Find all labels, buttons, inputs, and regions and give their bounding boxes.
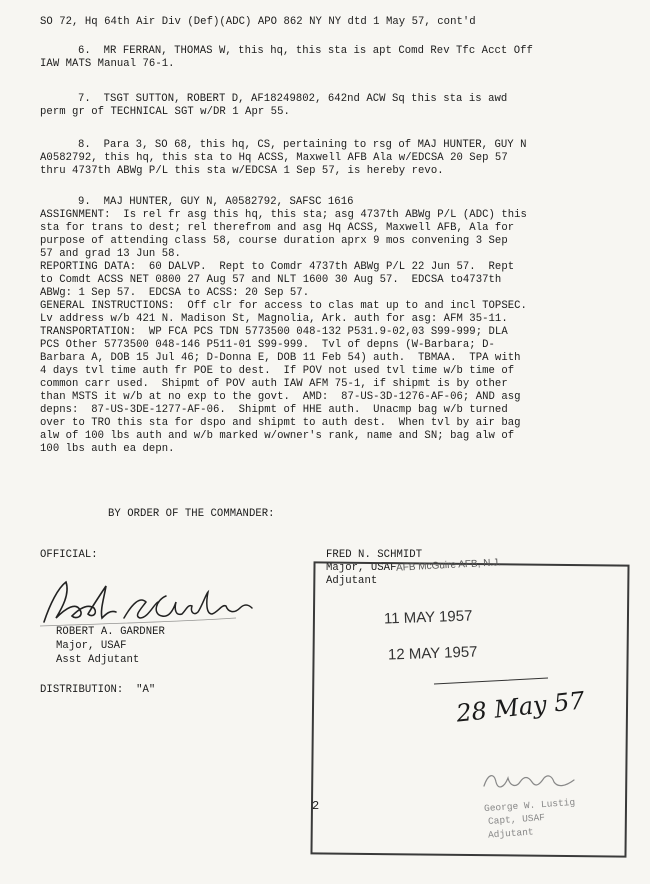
paragraph-9-line-2: ASSIGNMENT: Is rel fr asg this hq, this sta; asg 4737th ABWg P/L (ADC) this [40, 209, 527, 221]
paragraph-9-line-9: GENERAL INSTRUCTIONS: Off clr for access to clas mat up to and incl TOPSEC. [40, 300, 527, 312]
page-number: 2 [312, 799, 320, 813]
left-signatory-rank: Major, USAF [56, 640, 127, 652]
paragraph-9-line-19: alw of 100 lbs auth and w/b marked w/owner's rank, name and SN; bag alw of [40, 430, 515, 442]
official-label: OFFICIAL: [40, 549, 98, 561]
paragraph-8-line-2: A0582792, this hq, this sta to Hq ACSS, Maxwell AFB Ala w/EDCSA 20 Sep 57 [40, 152, 508, 164]
paragraph-6-line-2: IAW MATS Manual 76-1. [40, 58, 175, 70]
paragraph-9-line-12: PCS Other 5773500 048-146 P511-01 S99-999. Tvl of depns (W-Barbara; D- [40, 339, 495, 351]
paragraph-9-line-8: ABWg: 1 Sep 57. EDCSA to ACSS: 20 Sep 57. [40, 287, 310, 299]
stamp-signatory-title: Adjutant [487, 826, 534, 841]
paragraph-9-line-14: 4 days tvl time auth fr POE to dest. If POV not used tvl time w/b time of [40, 365, 515, 377]
stamp-signatory-name: George W. Lustig [483, 796, 576, 815]
distribution-line: DISTRIBUTION: "A" [40, 684, 156, 696]
paragraph-9-line-10: Lv address w/b 421 N. Madison St, Magnolia, Ark. auth for asg: AFM 35-11. [40, 313, 508, 325]
paragraph-9-line-20: 100 lbs auth ea depn. [40, 443, 175, 455]
stamp-date-1: 11 MAY 1957 [383, 607, 473, 628]
left-signatory-title: Asst Adjutant [56, 654, 140, 666]
paragraph-9-line-1: 9. MAJ HUNTER, GUY N, A0582792, SAFSC 1616 [78, 196, 354, 208]
paragraph-6-line-1: 6. MR FERRAN, THOMAS W, this hq, this sta is apt Comd Rev Tfc Acct Off [78, 45, 533, 57]
paragraph-7-line-2: perm gr of TECHNICAL SGT w/DR 1 Apr 55. [40, 106, 290, 118]
handwritten-date: 28 May 57 [454, 686, 586, 728]
paragraph-8-line-1: 8. Para 3, SO 68, this hq, CS, pertaining to rsg of MAJ HUNTER, GUY N [78, 139, 527, 151]
date-underline [432, 676, 552, 688]
paragraph-9-line-11: TRANSPORTATION: WP FCA PCS TDN 5773500 048-132 P531.9-02,03 S99-999; DLA [40, 326, 508, 338]
paragraph-9-line-13: Barbara A, DOB 15 Jul 46; D-Donna E, DOB 11 Feb 54) auth. TBMAA. TPA with [40, 352, 521, 364]
gardner-signature [36, 574, 266, 632]
paragraph-9-line-6: REPORTING DATA: 60 DALVP. Rept to Comdr 4737th ABWg P/L 22 Jun 57. Rept [40, 261, 515, 273]
left-signatory-name: ROBERT A. GARDNER [56, 626, 165, 638]
paragraph-9-line-17: depns: 87-US-3DE-1277-AF-06. Shipmt of HHE auth. Unacmp bag w/b turned [40, 404, 508, 416]
order-header: SO 72, Hq 64th Air Div (Def)(ADC) APO 862 NY NY dtd 1 May 57, cont'd [40, 16, 476, 28]
paragraph-9-line-4: purpose of attending class 58, course duration aprx 9 mos convening 3 Sep [40, 235, 508, 247]
stamp-base: AFB McGuire AFB, N.J. [395, 557, 502, 574]
paragraph-8-line-3: thru 4737th ABWg P/L this sta w/EDCSA 1 Sep 57, is hereby revo. [40, 165, 444, 177]
right-signatory-name: FRED N. SCHMIDT [326, 549, 423, 561]
stamp-date-2: 12 MAY 1957 [387, 643, 478, 664]
lustig-signature [478, 764, 588, 796]
stamp-signatory-rank: Capt, USAF [487, 812, 546, 827]
by-order-line: BY ORDER OF THE COMMANDER: [108, 508, 275, 520]
paragraph-9-line-18: over to TRO this sta for dspo and shipmt to auth dest. When tvl by air bag [40, 417, 521, 429]
right-signatory-rank: Major, USAF [326, 562, 397, 574]
paragraph-9-line-15: common carr used. Shipmt of POV auth IAW AFM 75-1, if shipmt is by other [40, 378, 508, 390]
paragraph-9-line-16: than MSTS it w/b at no exp to the govt. AMD: 87-US-3D-1276-AF-06; AND asg [40, 391, 521, 403]
paragraph-7-line-1: 7. TSGT SUTTON, ROBERT D, AF18249802, 642nd ACW Sq this sta is awd [78, 93, 508, 105]
paragraph-9-line-5: 57 and grad 13 Jun 58. [40, 248, 181, 260]
paragraph-9-line-3: sta for trans to dest; rel therefrom and asg Hq ACSS, Maxwell AFB, Ala for [40, 222, 515, 234]
right-signatory-title: Adjutant [326, 575, 378, 587]
paragraph-9-line-7: to Comdt ACSS NET 0800 27 Aug 57 and NLT 1600 30 Aug 57. EDCSA to4737th [40, 274, 502, 286]
